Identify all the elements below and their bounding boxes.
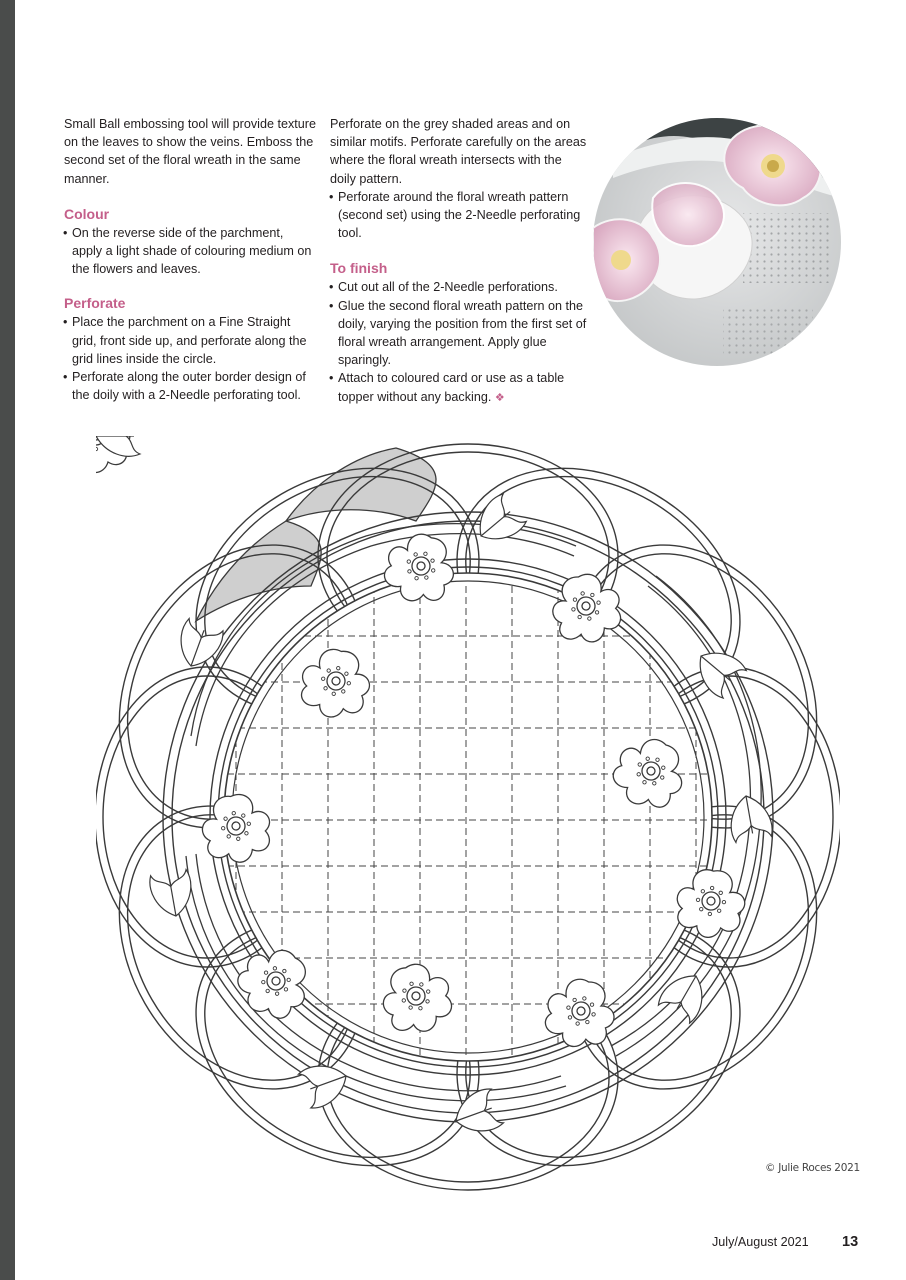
perforate-list [64, 313, 316, 404]
colour-list [64, 224, 316, 279]
page-spine [0, 0, 15, 1280]
intro-paragraph: Small Ball embossing tool will provide texture on the leaves to show the veins. Emboss the second set of the floral wreath in the same manner. [64, 117, 316, 186]
copyright-notice: © Julie Roces 2021 [765, 1162, 860, 1174]
list-item: • Glue the second floral wreath pattern on the doily, varying the position from the first set of floral wreath arrangement. Apply glue sparingly. [330, 297, 588, 370]
list-item: • Perforate along the outer border design of the doily with a 2-Needle perforating tool. [64, 368, 316, 404]
leaf-motif [148, 869, 196, 919]
shaded-area [286, 448, 436, 521]
list-item: • Perforate around the floral wreath pattern (second set) using the 2-Needle perforating tool. [330, 188, 588, 243]
page-number: 13 [842, 1234, 859, 1250]
doily-pattern-diagram [96, 436, 840, 1192]
end-ornament-icon: ❖ [494, 391, 505, 404]
text-column-middle [330, 115, 588, 407]
leaf-motif [688, 640, 748, 699]
list-item: • Cut out all of the 2-Needle perforations. [330, 278, 588, 296]
finished-project-photo [593, 118, 841, 366]
finish-list [330, 278, 588, 406]
photo-illustration [593, 118, 841, 366]
perforate-continued-paragraph: Perforate on the grey shaded areas and on similar motifs. Perforate carefully on the areas where the floral wreath intersects with the doily pattern. [330, 117, 587, 186]
colour-heading: Colour [64, 205, 110, 222]
perforate-list-continued [330, 188, 588, 243]
leaf-motif [726, 792, 774, 842]
finish-heading: To finish [330, 260, 388, 277]
footer-issue: July/August 2021 [712, 1235, 809, 1249]
perforate-heading: Perforate [64, 295, 126, 312]
list-item-text: Attach to coloured card or use as a table topper without any backing. [338, 371, 565, 404]
list-item: • On the reverse side of the parchment, apply a light shade of colouring medium on the flowers and leaves. [64, 224, 316, 279]
text-column-left [64, 115, 316, 404]
list-item [330, 369, 588, 406]
list-item: • Place the parchment on a Fine Straight grid, front side up, and perforate along the grid lines inside the circle. [64, 313, 316, 368]
